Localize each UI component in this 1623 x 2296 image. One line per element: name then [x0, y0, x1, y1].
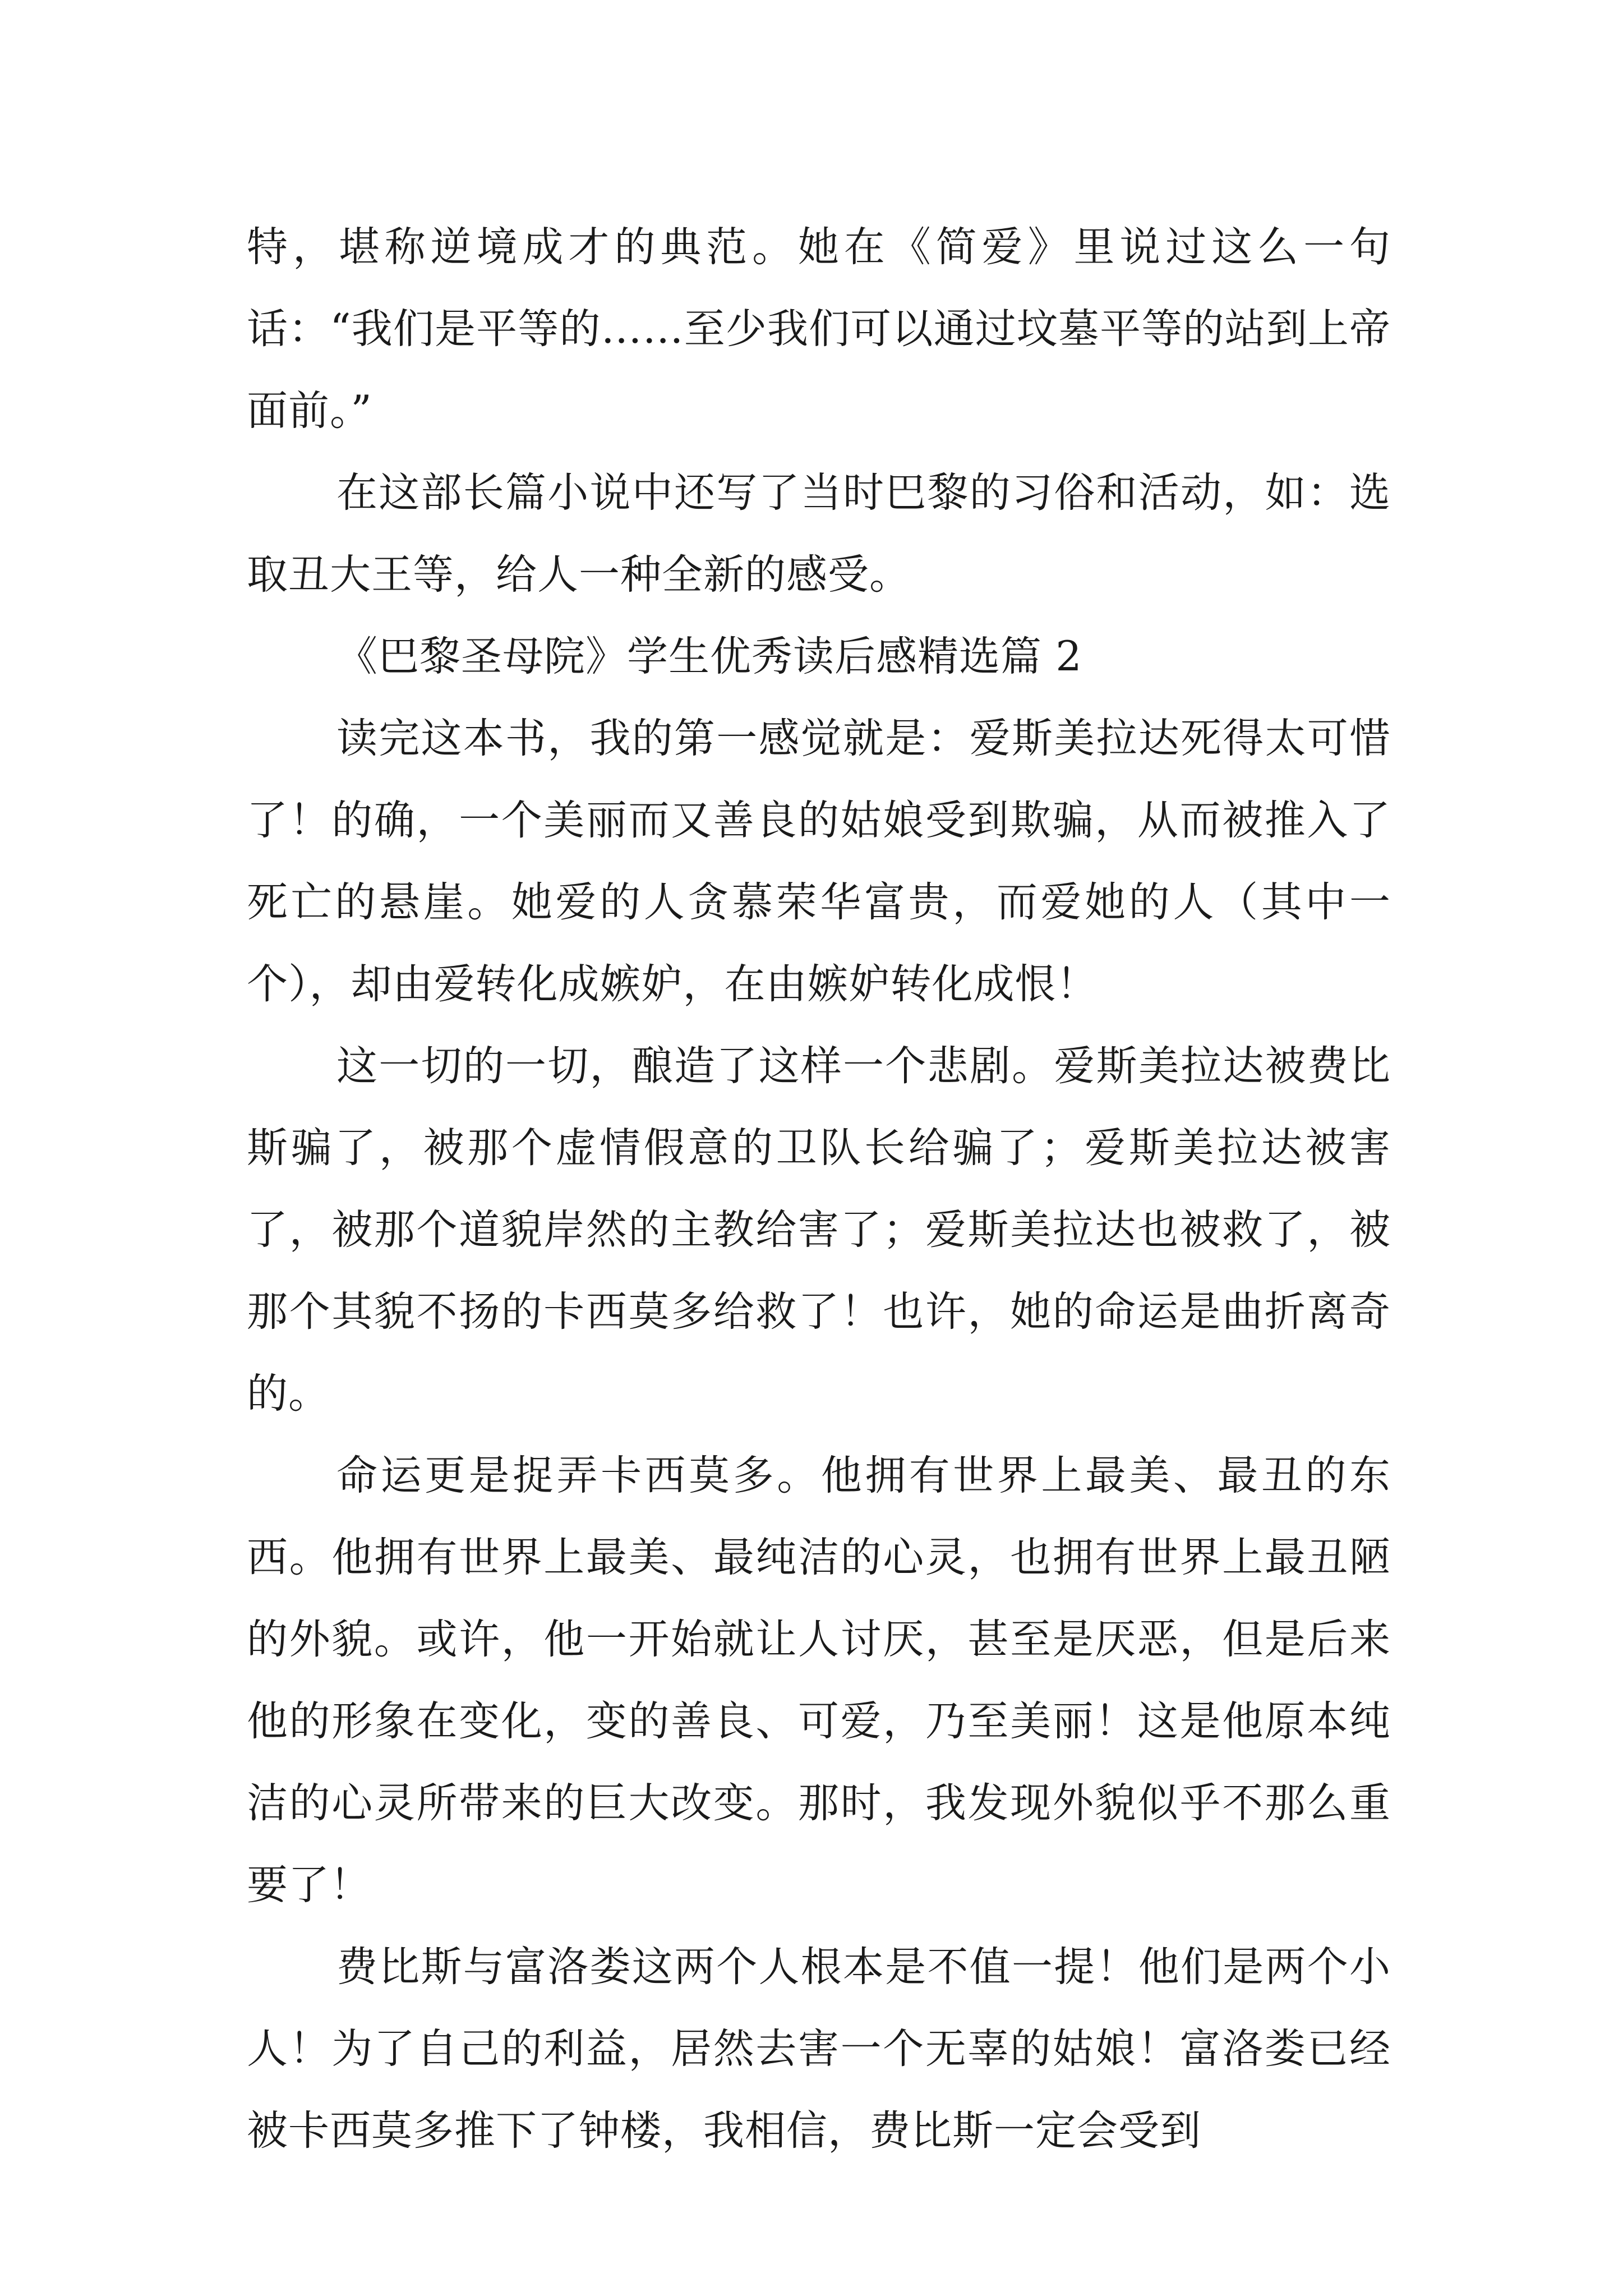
document-body — [247, 206, 1391, 2172]
paragraph-tragedy: 这一切的一切，酿造了这样一个悲剧。爱斯美拉达被费比斯骗了，被那个虚情假意的卫队长给骗了；爱斯美拉达被害了，被那个道貌岸然的主教给害了；爱斯美拉达也被救了，被那个其貌不扬的卡西莫多给救了！也许，她的命运是曲折离奇的。 — [247, 1042, 1391, 1418]
section-heading: 《巴黎圣母院》学生优秀读后感精选篇 2 — [336, 633, 1082, 680]
paragraph-phoebus-frollo: 费比斯与富洛娄这两个人根本是不值一提！他们是两个小人！为了自己的利益，居然去害一个无辜的姑娘！富洛娄已经被卡西莫多推下了钟楼，我相信，费比斯一定会受到 — [247, 1943, 1391, 2155]
paragraph-first-impression: 读完这本书，我的第一感觉就是：爱斯美拉达死得太可惜了！的确，一个美丽而又善良的姑娘受到欺骗，从而被推入了死亡的悬崖。她爱的人贪慕荣华富贵，而爱她的人（其中一个），却由爱转化成嫉妒，在由嫉妒转化成恨！ — [247, 715, 1391, 1008]
paragraph-continued: 特，堪称逆境成才的典范。她在《简爱》里说过这么一句话：“我们是平等的……至少我们可以通过坟墓平等的站到上帝面前。” — [247, 223, 1391, 435]
paragraph-paris-customs: 在这部长篇小说中还写了当时巴黎的习俗和活动，如：选取丑大王等，给人一种全新的感受。 — [247, 469, 1391, 599]
paragraph-quasimodo: 命运更是捉弄卡西莫多。他拥有世界上最美、最丑的东西。他拥有世界上最美、最纯洁的心灵，也拥有世界上最丑陋的外貌。或许，他一开始就让人讨厌，甚至是厌恶，但是后来他的形象在变化，变的善良、可爱，乃至美丽！这是他原本纯洁的心灵所带来的巨大改变。那时，我发现外貌似乎不那么重要了！ — [247, 1452, 1391, 1909]
